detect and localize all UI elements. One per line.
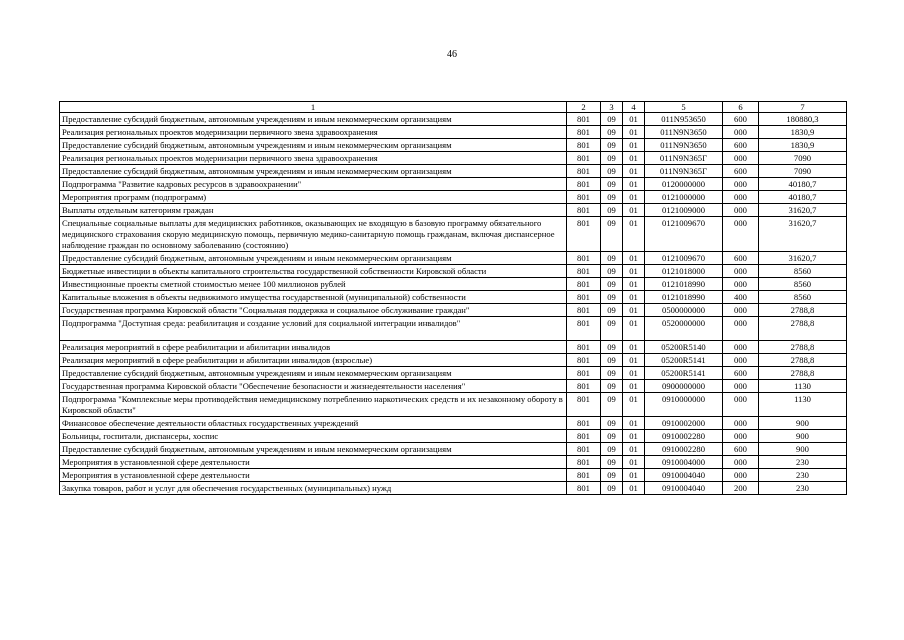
expense-type-cell: 000 (723, 380, 759, 393)
code-item-cell: 01 (623, 178, 645, 191)
expense-type-cell: 600 (723, 113, 759, 126)
target-article-cell: 05200R5140 (645, 341, 723, 354)
amount-cell: 8560 (759, 291, 847, 304)
row-name-cell: Мероприятия программ (подпрограмм) (60, 191, 567, 204)
row-name-cell: Предоставление субсидий бюджетным, автономным учреждениям и иным некоммерческим организациям (60, 252, 567, 265)
table-row (60, 113, 847, 126)
code-section-cell: 801 (567, 178, 601, 191)
code-subsection-cell: 09 (601, 191, 623, 204)
expense-type-cell: 600 (723, 367, 759, 380)
code-section-cell: 801 (567, 317, 601, 341)
table-row (60, 152, 847, 165)
code-subsection-cell: 09 (601, 265, 623, 278)
target-article-cell: 011N9N3650 (645, 139, 723, 152)
code-subsection-cell: 09 (601, 291, 623, 304)
expense-type-cell: 000 (723, 469, 759, 482)
code-item-cell: 01 (623, 341, 645, 354)
header-cell: 6 (723, 102, 759, 113)
row-name-cell: Мероприятия в установленной сфере деятельности (60, 469, 567, 482)
expense-type-cell: 000 (723, 265, 759, 278)
code-section-cell: 801 (567, 393, 601, 417)
code-subsection-cell: 09 (601, 482, 623, 495)
amount-cell: 31620,7 (759, 217, 847, 252)
expense-type-cell: 000 (723, 354, 759, 367)
expense-type-cell: 600 (723, 443, 759, 456)
code-subsection-cell: 09 (601, 367, 623, 380)
table-row (60, 304, 847, 317)
row-name-cell: Инвестиционные проекты сметной стоимостью менее 100 миллионов рублей (60, 278, 567, 291)
expense-type-cell: 400 (723, 291, 759, 304)
amount-cell: 8560 (759, 265, 847, 278)
expense-type-cell: 600 (723, 139, 759, 152)
code-section-cell: 801 (567, 304, 601, 317)
code-subsection-cell: 09 (601, 430, 623, 443)
code-section-cell: 801 (567, 217, 601, 252)
target-article-cell: 0900000000 (645, 380, 723, 393)
row-name-cell: Государственная программа Кировской области "Социальная поддержка и социальное обслуживание граждан" (60, 304, 567, 317)
row-name-cell: Финансовое обеспечение деятельности областных государственных учреждений (60, 417, 567, 430)
expense-type-cell: 600 (723, 165, 759, 178)
target-article-cell: 0121018000 (645, 265, 723, 278)
code-item-cell: 01 (623, 265, 645, 278)
expense-type-cell: 000 (723, 152, 759, 165)
code-section-cell: 801 (567, 278, 601, 291)
expense-type-cell: 200 (723, 482, 759, 495)
code-item-cell: 01 (623, 139, 645, 152)
table-row (60, 430, 847, 443)
amount-cell: 7090 (759, 165, 847, 178)
table-row (60, 367, 847, 380)
code-item-cell: 01 (623, 367, 645, 380)
target-article-cell: 0121009670 (645, 252, 723, 265)
row-name-cell: Больницы, госпитали, диспансеры, хоспис (60, 430, 567, 443)
code-subsection-cell: 09 (601, 217, 623, 252)
code-section-cell: 801 (567, 469, 601, 482)
target-article-cell: 0520000000 (645, 317, 723, 341)
page-number: 46 (447, 49, 457, 60)
amount-cell: 40180,7 (759, 191, 847, 204)
code-subsection-cell: 09 (601, 165, 623, 178)
header-cell: 5 (645, 102, 723, 113)
code-item-cell: 01 (623, 443, 645, 456)
code-section-cell: 801 (567, 113, 601, 126)
code-item-cell: 01 (623, 393, 645, 417)
table-row (60, 291, 847, 304)
row-name-cell: Государственная программа Кировской области "Обеспечение безопасности и жизнедеятельности населения" (60, 380, 567, 393)
target-article-cell: 0910002280 (645, 430, 723, 443)
table-header-row (60, 102, 847, 113)
code-section-cell: 801 (567, 152, 601, 165)
table-row (60, 278, 847, 291)
table-row (60, 456, 847, 469)
target-article-cell: 0121000000 (645, 191, 723, 204)
table-row (60, 317, 847, 341)
row-name-cell: Капитальные вложения в объекты недвижимого имущества государственной (муниципальной) собственности (60, 291, 567, 304)
target-article-cell: 0910004000 (645, 456, 723, 469)
code-item-cell: 01 (623, 317, 645, 341)
code-item-cell: 01 (623, 291, 645, 304)
code-item-cell: 01 (623, 482, 645, 495)
amount-cell: 8560 (759, 278, 847, 291)
row-name-cell: Предоставление субсидий бюджетным, автономным учреждениям и иным некоммерческим организациям (60, 165, 567, 178)
target-article-cell: 0121009000 (645, 204, 723, 217)
code-section-cell: 801 (567, 341, 601, 354)
code-section-cell: 801 (567, 380, 601, 393)
expense-type-cell: 000 (723, 178, 759, 191)
code-section-cell: 801 (567, 456, 601, 469)
header-cell: 7 (759, 102, 847, 113)
row-name-cell: Мероприятия в установленной сфере деятельности (60, 456, 567, 469)
row-name-cell: Бюджетные инвестиции в объекты капитального строительства государственной собственности Кировской области (60, 265, 567, 278)
expense-type-cell: 000 (723, 393, 759, 417)
code-item-cell: 01 (623, 126, 645, 139)
code-subsection-cell: 09 (601, 252, 623, 265)
target-article-cell: 0121018990 (645, 291, 723, 304)
target-article-cell: 011N9N3650 (645, 126, 723, 139)
amount-cell: 900 (759, 443, 847, 456)
code-subsection-cell: 09 (601, 152, 623, 165)
amount-cell: 180880,3 (759, 113, 847, 126)
amount-cell: 1130 (759, 393, 847, 417)
target-article-cell: 0910004040 (645, 469, 723, 482)
code-subsection-cell: 09 (601, 126, 623, 139)
amount-cell: 230 (759, 482, 847, 495)
code-section-cell: 801 (567, 126, 601, 139)
expense-type-cell: 000 (723, 456, 759, 469)
code-subsection-cell: 09 (601, 417, 623, 430)
code-section-cell: 801 (567, 443, 601, 456)
code-subsection-cell: 09 (601, 456, 623, 469)
row-name-cell: Подпрограмма "Комплексные меры противодействия немедицинскому потреблению наркотических средств и их незаконному обороту в Кировской области" (60, 393, 567, 417)
target-article-cell: 0121018990 (645, 278, 723, 291)
amount-cell: 2788,8 (759, 341, 847, 354)
row-name-cell: Предоставление субсидий бюджетным, автономным учреждениям и иным некоммерческим организациям (60, 367, 567, 380)
table-row (60, 417, 847, 430)
code-subsection-cell: 09 (601, 278, 623, 291)
code-item-cell: 01 (623, 380, 645, 393)
code-item-cell: 01 (623, 152, 645, 165)
table-row (60, 443, 847, 456)
code-item-cell: 01 (623, 191, 645, 204)
code-subsection-cell: 09 (601, 317, 623, 341)
header-cell: 3 (601, 102, 623, 113)
code-item-cell: 01 (623, 252, 645, 265)
row-name-cell: Выплаты отдельным категориям граждан (60, 204, 567, 217)
code-section-cell: 801 (567, 354, 601, 367)
code-subsection-cell: 09 (601, 354, 623, 367)
amount-cell: 1130 (759, 380, 847, 393)
table-row (60, 126, 847, 139)
table-row (60, 165, 847, 178)
amount-cell: 31620,7 (759, 252, 847, 265)
code-subsection-cell: 09 (601, 443, 623, 456)
row-name-cell: Закупка товаров, работ и услуг для обеспечения государственных (муниципальных) нужд (60, 482, 567, 495)
code-subsection-cell: 09 (601, 204, 623, 217)
code-section-cell: 801 (567, 139, 601, 152)
code-subsection-cell: 09 (601, 380, 623, 393)
amount-cell: 40180,7 (759, 178, 847, 191)
table-row (60, 482, 847, 495)
table-row (60, 380, 847, 393)
code-subsection-cell: 09 (601, 393, 623, 417)
target-article-cell: 0910004040 (645, 482, 723, 495)
table-row (60, 139, 847, 152)
target-article-cell: 011N953650 (645, 113, 723, 126)
header-cell: 2 (567, 102, 601, 113)
table-row (60, 217, 847, 252)
expense-type-cell: 000 (723, 304, 759, 317)
target-article-cell: 0910002000 (645, 417, 723, 430)
expense-type-cell: 000 (723, 217, 759, 252)
row-name-cell: Реализация региональных проектов модернизации первичного звена здравоохранения (60, 152, 567, 165)
code-subsection-cell: 09 (601, 341, 623, 354)
amount-cell: 1830,9 (759, 139, 847, 152)
target-article-cell: 0910000000 (645, 393, 723, 417)
expense-type-cell: 000 (723, 126, 759, 139)
target-article-cell: 05200R5141 (645, 354, 723, 367)
table-row (60, 341, 847, 354)
amount-cell: 2788,8 (759, 354, 847, 367)
amount-cell: 230 (759, 456, 847, 469)
expense-type-cell: 600 (723, 252, 759, 265)
target-article-cell: 011N9N365Г (645, 165, 723, 178)
expense-type-cell: 000 (723, 204, 759, 217)
expense-type-cell: 000 (723, 278, 759, 291)
code-section-cell: 801 (567, 265, 601, 278)
code-item-cell: 01 (623, 430, 645, 443)
code-section-cell: 801 (567, 482, 601, 495)
budget-table (59, 101, 847, 495)
expense-type-cell: 000 (723, 417, 759, 430)
row-name-cell: Реализация мероприятий в сфере реабилитации и абилитации инвалидов (60, 341, 567, 354)
code-subsection-cell: 09 (601, 469, 623, 482)
amount-cell: 7090 (759, 152, 847, 165)
code-section-cell: 801 (567, 417, 601, 430)
table-row (60, 354, 847, 367)
expense-type-cell: 000 (723, 341, 759, 354)
amount-cell: 2788,8 (759, 304, 847, 317)
row-name-cell: Предоставление субсидий бюджетным, автономным учреждениям и иным некоммерческим организациям (60, 443, 567, 456)
code-section-cell: 801 (567, 430, 601, 443)
code-item-cell: 01 (623, 456, 645, 469)
table-row (60, 393, 847, 417)
table-row (60, 252, 847, 265)
table-row (60, 204, 847, 217)
code-subsection-cell: 09 (601, 139, 623, 152)
table-row (60, 191, 847, 204)
code-item-cell: 01 (623, 165, 645, 178)
amount-cell: 900 (759, 417, 847, 430)
row-name-cell: Подпрограмма "Развитие кадровых ресурсов в здравоохранении" (60, 178, 567, 191)
target-article-cell: 05200R5141 (645, 367, 723, 380)
code-item-cell: 01 (623, 304, 645, 317)
code-item-cell: 01 (623, 354, 645, 367)
header-cell: 1 (60, 102, 567, 113)
row-name-cell: Специальные социальные выплаты для медицинских работников, оказывающих не входящую в базовую программу обязательного медицинского страхования скорую медицинскую помощь, первичную медико-санитарную помощь гражданам, включая диспансерное наблюдение граждан по основному заболеванию (состоянию) (60, 217, 567, 252)
code-section-cell: 801 (567, 291, 601, 304)
row-name-cell: Реализация мероприятий в сфере реабилитации и абилитации инвалидов (взрослые) (60, 354, 567, 367)
code-item-cell: 01 (623, 417, 645, 430)
row-name-cell: Предоставление субсидий бюджетным, автономным учреждениям и иным некоммерческим организациям (60, 113, 567, 126)
row-name-cell: Предоставление субсидий бюджетным, автономным учреждениям и иным некоммерческим организациям (60, 139, 567, 152)
row-name-cell: Реализация региональных проектов модернизации первичного звена здравоохранения (60, 126, 567, 139)
code-section-cell: 801 (567, 165, 601, 178)
code-item-cell: 01 (623, 113, 645, 126)
table-row (60, 469, 847, 482)
row-name-cell: Подпрограмма "Доступная среда: реабилитация и создание условий для социальной интеграции инвалидов" (60, 317, 567, 341)
amount-cell: 31620,7 (759, 204, 847, 217)
code-section-cell: 801 (567, 191, 601, 204)
code-section-cell: 801 (567, 367, 601, 380)
amount-cell: 2788,8 (759, 367, 847, 380)
code-subsection-cell: 09 (601, 113, 623, 126)
amount-cell: 900 (759, 430, 847, 443)
code-subsection-cell: 09 (601, 178, 623, 191)
target-article-cell: 011N9N365Г (645, 152, 723, 165)
expense-type-cell: 000 (723, 191, 759, 204)
code-item-cell: 01 (623, 469, 645, 482)
code-item-cell: 01 (623, 217, 645, 252)
code-item-cell: 01 (623, 278, 645, 291)
code-item-cell: 01 (623, 204, 645, 217)
amount-cell: 230 (759, 469, 847, 482)
code-subsection-cell: 09 (601, 304, 623, 317)
header-cell: 4 (623, 102, 645, 113)
table-row (60, 265, 847, 278)
code-section-cell: 801 (567, 252, 601, 265)
expense-type-cell: 000 (723, 430, 759, 443)
target-article-cell: 0500000000 (645, 304, 723, 317)
target-article-cell: 0120000000 (645, 178, 723, 191)
amount-cell: 2788,8 (759, 317, 847, 341)
target-article-cell: 0121009670 (645, 217, 723, 252)
code-section-cell: 801 (567, 204, 601, 217)
table-row (60, 178, 847, 191)
target-article-cell: 0910002280 (645, 443, 723, 456)
amount-cell: 1830,9 (759, 126, 847, 139)
expense-type-cell: 000 (723, 317, 759, 341)
